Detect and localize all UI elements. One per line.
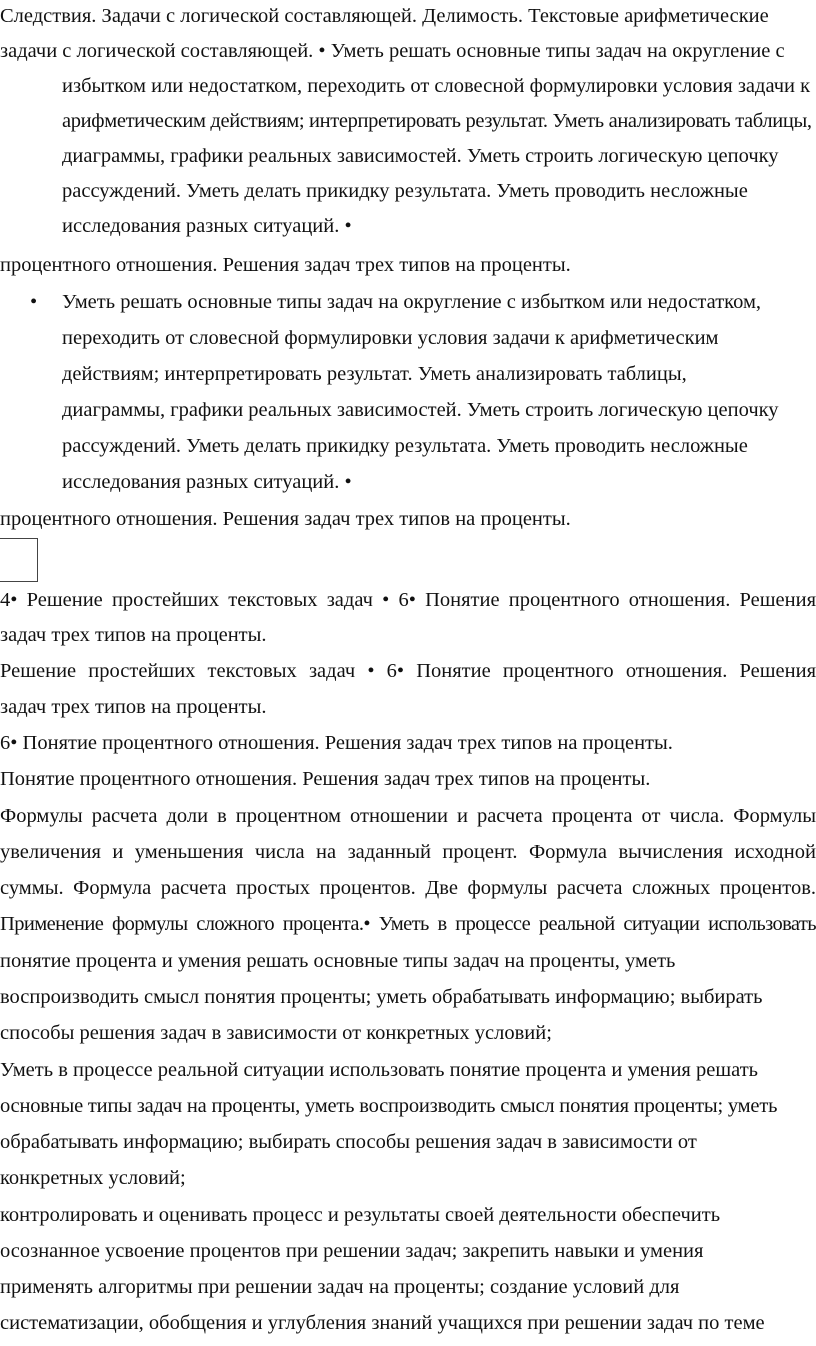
bullet-icon: • bbox=[30, 291, 38, 313]
text-line: контролировать и оценивать процесс и результаты своей деятельности обеспечить bbox=[0, 1204, 721, 1226]
text-line: диаграммы, графики реальных зависимостей. Уметь строить логическую цепочку bbox=[62, 145, 779, 167]
text-line: способы решения задач в зависимости от конкретных условий; bbox=[0, 1022, 552, 1044]
text-line: систематизации, обобщения и углубления знаний учащихся при решении задач по теме bbox=[0, 1312, 765, 1334]
text-line: 6• Понятие процентного отношения. Решения задач трех типов на проценты. bbox=[0, 732, 673, 754]
text-line: применять алгоритмы при решении задач на проценты; создание условий для bbox=[0, 1276, 680, 1298]
text-line: 4• Решение простейших текстовых задач • 6• Понятие процентного отношения. Решения bbox=[0, 589, 816, 611]
text-line: Формулы расчета доли в процентном отношении и расчета процента от числа. Формулы bbox=[0, 805, 816, 827]
text-line: Понятие процентного отношения. Решения задач трех типов на проценты. bbox=[0, 768, 651, 790]
text-line: процентного отношения. Решения задач трех типов на проценты. bbox=[0, 508, 571, 530]
text-line: суммы. Формула расчета простых процентов. Две формулы расчета сложных процентов. bbox=[0, 877, 816, 899]
text-line: рассуждений. Уметь делать прикидку результата. Уметь проводить несложные bbox=[62, 435, 748, 457]
text-line: действиям; интерпретировать результат. Уметь анализировать таблицы, bbox=[62, 363, 687, 385]
text-line: увеличения и уменьшения числа на заданный процент. Формула вычисления исходной bbox=[0, 841, 816, 863]
text-line: Применение формулы сложного процента.• Уметь в процессе реальной ситуации использовать bbox=[0, 913, 816, 935]
text-line: исследования разных ситуаций. • bbox=[62, 471, 352, 493]
text-line: исследования разных ситуаций. • bbox=[62, 215, 352, 237]
text-line: Уметь решать основные типы задач на округление с избытком или недостатком, bbox=[62, 291, 762, 313]
text-line: понятие процента и умения решать основные типы задач на проценты, уметь bbox=[0, 950, 676, 972]
text-line: воспроизводить смысл понятия проценты; уметь обрабатывать информацию; выбирать bbox=[0, 986, 763, 1008]
text-line: Уметь в процессе реальной ситуации использовать понятие процента и умения решать bbox=[0, 1059, 758, 1081]
text-line: процентного отношения. Решения задач трех типов на проценты. bbox=[0, 254, 571, 276]
text-line: задач трех типов на проценты. bbox=[0, 624, 267, 646]
text-line: Следствия. Задачи с логической составляющей. Делимость. Текстовые арифметические bbox=[0, 5, 769, 27]
text-line: конкретных условий; bbox=[0, 1167, 186, 1189]
text-line: арифметическим действиям; интерпретировать результат. Уметь анализировать таблицы, bbox=[62, 110, 812, 132]
text-line: основные типы задач на проценты, уметь воспроизводить смысл понятия проценты; уметь bbox=[0, 1095, 778, 1117]
empty-box bbox=[0, 538, 38, 582]
text-line: диаграммы, графики реальных зависимостей. Уметь строить логическую цепочку bbox=[62, 399, 779, 421]
text-line: Решение простейших текстовых задач • 6• Понятие процентного отношения. Решения bbox=[0, 660, 816, 682]
text-line: рассуждений. Уметь делать прикидку результата. Уметь проводить несложные bbox=[62, 180, 748, 202]
text-line: осознанное усвоение процентов при решении задач; закрепить навыки и умения bbox=[0, 1240, 704, 1262]
text-line: задач трех типов на проценты. bbox=[0, 696, 267, 718]
text-line: задачи с логической составляющей. • Уметь решать основные типы задач на округление с bbox=[0, 40, 785, 62]
text-line: обрабатывать информацию; выбирать способы решения задач в зависимости от bbox=[0, 1131, 697, 1153]
text-line: переходить от словесной формулировки условия задачи к арифметическим bbox=[62, 327, 719, 349]
text-line: избытком или недостатком, переходить от словесной формулировки условия задачи к bbox=[62, 75, 811, 97]
